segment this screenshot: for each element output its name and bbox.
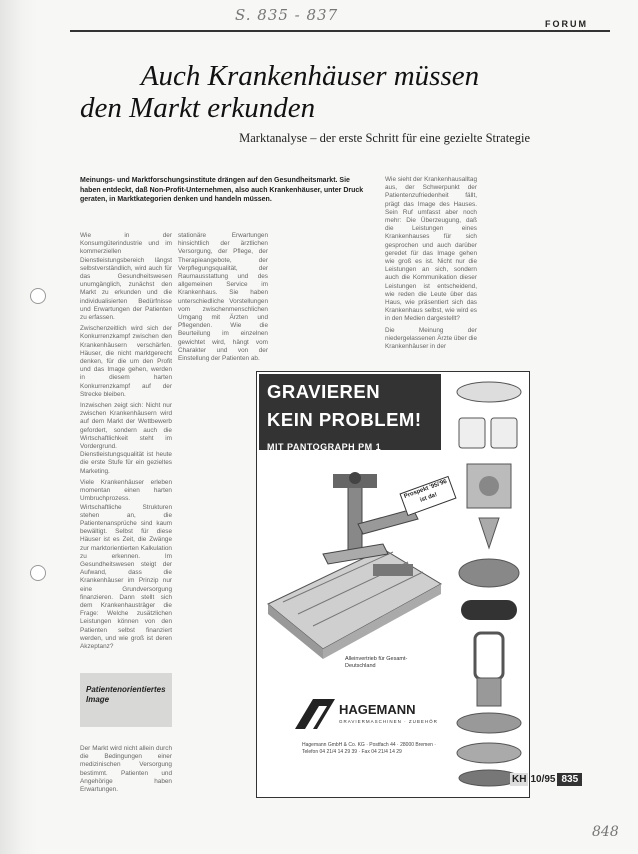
article-title	[80, 60, 540, 124]
handwritten-page-range: S. 835 - 837	[235, 6, 339, 24]
magazine-abbrev: KH	[512, 774, 527, 785]
punch-hole	[30, 288, 46, 304]
issue-number: 10/95	[530, 774, 556, 785]
ad-headline	[267, 378, 442, 434]
paragraph: Wie in der Konsumgüterindustrie und im kommerziellen Dienstleistungsbereich längst selbstverständlich, wird auch für das Gesundheitswesen unumgänglich, zunächst den Markt zu erkunden und die individualisierten Bedürfnisse und Erwartungen der Patienten zu erfassen.	[80, 232, 172, 322]
subheading-box	[80, 673, 172, 727]
ad-stamp: Prospekt '95/'96 ist da!	[399, 476, 456, 516]
section-label: FORUM	[545, 19, 588, 29]
paragraph: Wie sieht der Krankenhausalltag aus, der Schwerpunkt der Patientenzufriedenheit fällt, prägt das Image des Hauses. Sein Ruf umfasst aber noch mehr: Die Überzeugung, daß die Leistungen eines Krankenhauses für sich gesprochen und auch darüber geredet für das Image gehen wie groß es ist. Nicht nur die Leistungen an sich, sondern auch die Kommunikation dieser Leistungen ist entscheidend, wie reden die Leute über das Haus, wie präsentiert sich das Krankenhaus selbst, wie wird es in den Medien dargestellt?	[385, 176, 477, 323]
engraving-samples-image	[453, 378, 525, 790]
article-lead: Meinungs- und Marktforschungsinstitute drängen auf den Gesundheitsmarkt. Sie haben entdeckt, daß Non-Profit-Unternehmen, also auch Krankenhäuser, unter Druck geraten, in Marktkategorien denken und handeln müssen.	[80, 177, 364, 203]
ad-headline-line-1: GRAVIEREN	[267, 381, 381, 402]
ad-product-name: MIT PANTOGRAPH PM 1	[267, 442, 382, 452]
ad-banner	[259, 374, 441, 450]
ad-address: Hagemann GmbH & Co. KG · Postfach 44 · 28000 Bremen · Telefon 04 21/4 14 29 39 · Fax 04 21/4 14 29	[302, 742, 436, 755]
ad-headline-line-2: KEIN PROBLEM!	[267, 409, 422, 430]
engraving-machine-image	[263, 454, 443, 664]
paragraph: stationäre Erwartungen hinsichtlich der ärztlichen Versorgung, der Pflege, der Therapieangebote, der Verpflegungsqualität, der Raumausstattung und des allgemeinen Service im Krankenhaus. Sie haben unterschiedliche Vorstellungen vom zwischenmenschlichen Umgang mit Ärzten und Pflegenden. Wie die Beurteilung im einzelnen gewichtet wird, hängt vom Charakter und von der Einstellung der Patienten ab.	[178, 232, 268, 362]
ad-company-name: HAGEMANN	[339, 702, 416, 717]
page-number: 835	[557, 773, 582, 786]
page-footer	[510, 773, 582, 789]
article-subtitle: Marktanalyse – der erste Schritt für eine gezielte Strategie	[239, 131, 530, 145]
ad-company-tagline: GRAVIERMASCHINEN · ZUBEHÖR	[339, 719, 438, 724]
advertisement	[256, 371, 530, 798]
text-column-2	[178, 232, 268, 362]
paragraph: Zwischenzeitlich wird sich der Konkurrenzkampf zwischen den Krankenhäusern verschärfen. Häuser, die nicht marktgerecht denken, für die um den Profit und das Image gehen, werden in diesem harten Konkurrenzkampf auf der Strecke bleiben.	[80, 325, 172, 398]
text-column-3	[385, 176, 477, 361]
binding-edge	[0, 0, 38, 854]
title-line-1: Auch Krankenhäuser müssen	[140, 60, 480, 92]
header-rule	[70, 30, 610, 32]
handwritten-note: 848	[592, 824, 619, 840]
text-column-1-continued: Der Markt wird nicht allein durch die Bedingungen einer medizinischen Versorgung bestimmt. Patienten und Angehörige haben Erwartungen.	[80, 745, 172, 794]
paragraph: Viele Krankenhäuser erleben momentan einen harten Umbruchprozess. Wirtschaftliche Strukturen stehen an, die Patientenansprüche sind kaum bewältigt. Selbst für diese Häuser ist es Zeit, die Zwänge zur marktorientierten Kalkulation zu erkennen. Im Gesundheitswesen steigt der Aufwand, dass die Krankenhäuser im Prinzip nur eine Grundversorgung finanzieren. Dann stellt sich dem Krankenhausträger die Frage: Welche zusätzlichen Leistungen können von den Patienten selbst finanziert werden, und wie groß ist deren Akzeptanz?	[80, 478, 172, 650]
punch-hole	[30, 565, 46, 581]
ad-caption: Alleinvertrieb für Gesamt-Deutschland	[345, 656, 408, 669]
title-line-2: den Markt erkunden	[80, 92, 316, 124]
paragraph: Inzwischen zeigt sich: Nicht nur zwischen Krankenhäusern wird auf dem Markt der Wettbewerb gefordert, sondern auch die Wirtschaftlichkeit steht im Vordergrund. Dienstleistungsqualität ist heute die erste Stufe für ein gezieltes Marketing.	[80, 402, 172, 475]
subheading: Patientenorientiertes Image	[86, 685, 166, 704]
paragraph: Die Meinung der niedergelassenen Ärzte über die Krankenhäuser in der	[385, 326, 477, 351]
